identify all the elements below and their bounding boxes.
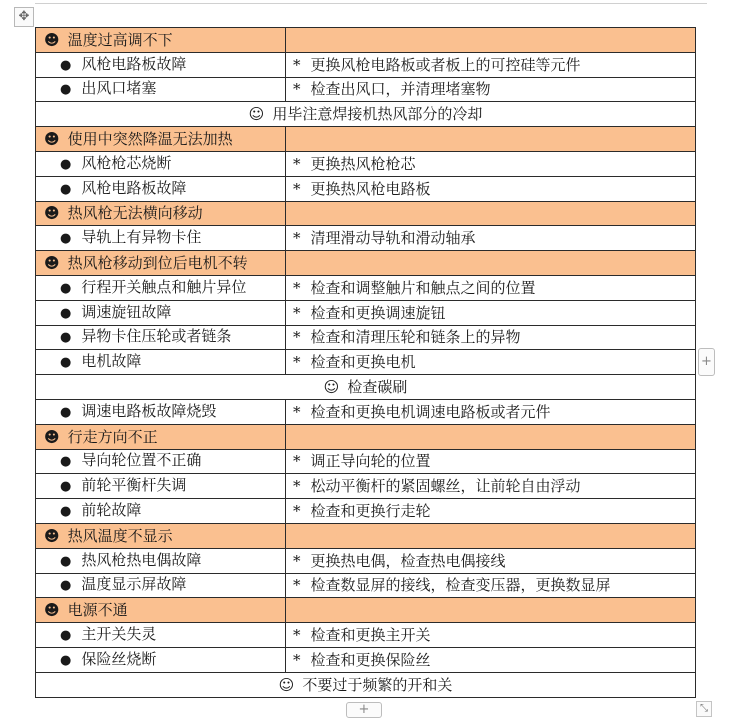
smiley-black-icon: ☻	[44, 130, 60, 149]
section-title: 热风温度不显示	[67, 526, 173, 545]
section-empty-cell[interactable]	[286, 127, 696, 152]
bullet-icon: ●	[60, 404, 72, 420]
fix-marker: *	[293, 303, 301, 322]
note-text: 检查碳刷	[347, 378, 408, 397]
smiley-white-icon: ☺	[248, 105, 265, 124]
table-move-handle[interactable]	[14, 7, 34, 27]
fault-cell[interactable]	[36, 449, 286, 474]
fault-row	[36, 325, 696, 350]
fix-text: 检查和清理压轮和链条上的异物	[310, 328, 521, 347]
fault-text: 出风口堵塞	[81, 79, 157, 98]
section-header-row	[36, 251, 696, 276]
fix-cell[interactable]	[286, 226, 696, 251]
fix-cell[interactable]	[286, 399, 696, 424]
fix-cell[interactable]	[286, 176, 696, 201]
fix-cell[interactable]	[286, 499, 696, 524]
table-resize-handle[interactable]	[696, 701, 712, 717]
bullet-icon: ●	[60, 479, 72, 495]
fault-row	[36, 548, 696, 573]
fix-text: 检查数显屏的接线，检查变压器，更换数显屏	[310, 576, 611, 595]
fault-text: 导向轮位置不正确	[81, 451, 202, 470]
fix-text: 检查和更换调速旋钮	[310, 303, 446, 322]
section-title-cell[interactable]	[36, 251, 286, 276]
fix-cell[interactable]	[286, 300, 696, 325]
bullet-icon: ●	[60, 231, 72, 247]
fix-marker: *	[293, 154, 301, 173]
smiley-black-icon: ☻	[44, 254, 60, 273]
fault-text: 前轮故障	[81, 501, 142, 520]
troubleshooting-table	[35, 27, 696, 698]
fix-text: 更换风枪电路板或者板上的可控硅等元件	[310, 55, 581, 74]
bullet-icon: ●	[60, 82, 72, 98]
section-header-row	[36, 523, 696, 548]
section-title-cell[interactable]	[36, 201, 286, 226]
page-top-border	[35, 3, 707, 4]
fault-text: 电机故障	[81, 352, 142, 371]
fault-text: 主开关失灵	[81, 625, 157, 644]
fix-cell[interactable]	[286, 325, 696, 350]
fix-marker: *	[293, 650, 301, 669]
fault-text: 风枪电路板故障	[81, 54, 187, 73]
fault-cell[interactable]	[36, 350, 286, 375]
fix-text: 检查和调整触片和触点之间的位置	[310, 278, 536, 297]
bullet-icon: ●	[60, 355, 72, 371]
fix-text: 检查和更换行走轮	[310, 502, 431, 521]
fix-marker: *	[293, 179, 301, 198]
fault-row	[36, 647, 696, 672]
bullet-icon: ●	[60, 454, 72, 470]
fault-row	[36, 176, 696, 201]
section-title: 电源不通	[67, 601, 128, 620]
fix-cell[interactable]	[286, 573, 696, 598]
fault-row	[36, 623, 696, 648]
section-title: 热风枪无法横向移动	[67, 204, 203, 223]
note-text: 用毕注意焊接机热风部分的冷却	[272, 105, 483, 124]
fault-cell[interactable]	[36, 647, 286, 672]
fix-marker: *	[293, 55, 301, 74]
bullet-icon: ●	[60, 181, 72, 197]
fault-cell[interactable]	[36, 52, 286, 77]
bullet-icon: ●	[60, 330, 72, 346]
fix-cell[interactable]	[286, 548, 696, 573]
bullet-icon: ●	[60, 305, 72, 321]
fix-marker: *	[293, 229, 301, 248]
fault-cell[interactable]	[36, 300, 286, 325]
fault-cell[interactable]	[36, 474, 286, 499]
fault-cell[interactable]	[36, 176, 286, 201]
fix-text: 清理滑动导轨和滑动轴承	[310, 229, 476, 248]
fault-text: 风枪枪芯烧断	[81, 153, 172, 172]
section-empty-cell[interactable]	[286, 523, 696, 548]
fix-marker: *	[293, 402, 301, 421]
fix-text: 更换热风枪电路板	[310, 179, 431, 198]
fault-text: 风枪电路板故障	[81, 178, 187, 197]
fix-cell[interactable]	[286, 474, 696, 499]
fix-text: 松动平衡杆的紧固螺丝，让前轮自由浮动	[310, 477, 581, 496]
fault-cell[interactable]	[36, 275, 286, 300]
fix-marker: *	[293, 551, 301, 570]
fault-text: 调速电路板故障烧毁	[81, 401, 217, 420]
bullet-icon: ●	[60, 578, 72, 594]
section-title-cell[interactable]	[36, 523, 286, 548]
note-cell[interactable]	[36, 375, 696, 400]
fault-cell[interactable]	[36, 399, 286, 424]
fault-row	[36, 226, 696, 251]
section-title: 使用中突然降温无法加热	[67, 130, 233, 149]
fix-text: 更换热电偶，检查热电偶接线	[310, 551, 506, 570]
fault-row	[36, 151, 696, 176]
resize-diagonal-icon: ⤡	[700, 703, 708, 714]
bullet-icon: ●	[60, 156, 72, 172]
fault-text: 保险丝烧断	[81, 649, 157, 668]
section-header-row	[36, 424, 696, 449]
add-row-button[interactable]: +	[698, 348, 715, 376]
fix-marker: *	[293, 353, 301, 372]
bullet-icon: ●	[60, 280, 72, 296]
section-empty-cell[interactable]	[286, 424, 696, 449]
fault-row	[36, 300, 696, 325]
section-header-row	[36, 598, 696, 623]
section-empty-cell[interactable]	[286, 598, 696, 623]
section-header-row	[36, 201, 696, 226]
smiley-black-icon: ☻	[44, 427, 60, 446]
note-cell[interactable]	[36, 102, 696, 127]
fix-cell[interactable]	[286, 350, 696, 375]
fault-row	[36, 449, 696, 474]
fix-marker: *	[293, 502, 301, 521]
fix-cell[interactable]	[286, 647, 696, 672]
fix-marker: *	[293, 477, 301, 496]
fault-cell[interactable]	[36, 573, 286, 598]
fault-text: 热风枪热电偶故障	[81, 550, 202, 569]
bullet-icon: ●	[60, 628, 72, 644]
table-body	[36, 28, 696, 698]
section-title-cell[interactable]	[36, 28, 286, 53]
fault-row	[36, 399, 696, 424]
fault-text: 调速旋钮故障	[81, 302, 172, 321]
fault-row	[36, 52, 696, 77]
fault-row	[36, 474, 696, 499]
section-title-cell[interactable]	[36, 127, 286, 152]
fault-cell[interactable]	[36, 77, 286, 102]
fix-text: 调正导向轮的位置	[310, 452, 431, 471]
fix-cell[interactable]	[286, 449, 696, 474]
fix-cell[interactable]	[286, 52, 696, 77]
fault-row	[36, 573, 696, 598]
section-title: 行走方向不正	[67, 427, 158, 446]
fix-marker: *	[293, 278, 301, 297]
smiley-black-icon: ☻	[44, 30, 60, 49]
fix-text: 检查出风口，并清理堵塞物	[310, 80, 491, 99]
smiley-black-icon: ☻	[44, 601, 60, 620]
section-header-row	[36, 28, 696, 53]
fault-row	[36, 275, 696, 300]
section-empty-cell[interactable]	[286, 28, 696, 53]
bullet-icon: ●	[60, 652, 72, 668]
bullet-icon: ●	[60, 57, 72, 73]
section-header-row	[36, 127, 696, 152]
smiley-black-icon: ☻	[44, 526, 60, 545]
fix-cell[interactable]	[286, 275, 696, 300]
fault-text: 异物卡住压轮或者链条	[81, 327, 232, 346]
fix-cell[interactable]	[286, 77, 696, 102]
add-column-button[interactable]: +	[346, 702, 382, 718]
note-row	[36, 375, 696, 400]
fault-row	[36, 350, 696, 375]
fault-cell[interactable]	[36, 226, 286, 251]
section-title: 热风枪移动到位后电机不转	[67, 254, 248, 273]
fix-text: 检查和更换主开关	[310, 626, 431, 645]
fix-cell[interactable]	[286, 623, 696, 648]
fix-text: 检查和更换电机	[310, 353, 416, 372]
fix-text: 更换热风枪枪芯	[310, 154, 416, 173]
section-empty-cell[interactable]	[286, 251, 696, 276]
fix-marker: *	[293, 576, 301, 595]
fault-cell[interactable]	[36, 499, 286, 524]
fault-text: 行程开关触点和触片异位	[81, 277, 247, 296]
fault-cell[interactable]	[36, 325, 286, 350]
fix-text: 检查和更换保险丝	[310, 650, 431, 669]
fix-cell[interactable]	[286, 151, 696, 176]
fault-row	[36, 77, 696, 102]
fix-marker: *	[293, 80, 301, 99]
section-title-cell[interactable]	[36, 598, 286, 623]
note-text: 不要过于频繁的开和关	[302, 675, 453, 694]
smiley-white-icon: ☺	[323, 378, 340, 397]
fix-marker: *	[293, 452, 301, 471]
fault-text: 导轨上有异物卡住	[81, 228, 202, 247]
fault-cell[interactable]	[36, 151, 286, 176]
section-empty-cell[interactable]	[286, 201, 696, 226]
smiley-white-icon: ☺	[278, 675, 295, 694]
move-arrows-icon: ✥	[18, 9, 30, 24]
fix-text: 检查和更换电机调速电路板或者元件	[310, 402, 551, 421]
note-cell[interactable]	[36, 672, 696, 697]
fault-text: 前轮平衡杆失调	[81, 476, 187, 495]
bullet-icon: ●	[60, 553, 72, 569]
section-title-cell[interactable]	[36, 424, 286, 449]
note-row	[36, 672, 696, 697]
fix-marker: *	[293, 328, 301, 347]
section-title: 温度过高调不下	[67, 30, 173, 49]
fault-row	[36, 499, 696, 524]
fix-marker: *	[293, 626, 301, 645]
smiley-black-icon: ☻	[44, 204, 60, 223]
fault-cell[interactable]	[36, 623, 286, 648]
fault-text: 温度显示屏故障	[81, 575, 187, 594]
bullet-icon: ●	[60, 504, 72, 520]
fault-cell[interactable]	[36, 548, 286, 573]
note-row	[36, 102, 696, 127]
